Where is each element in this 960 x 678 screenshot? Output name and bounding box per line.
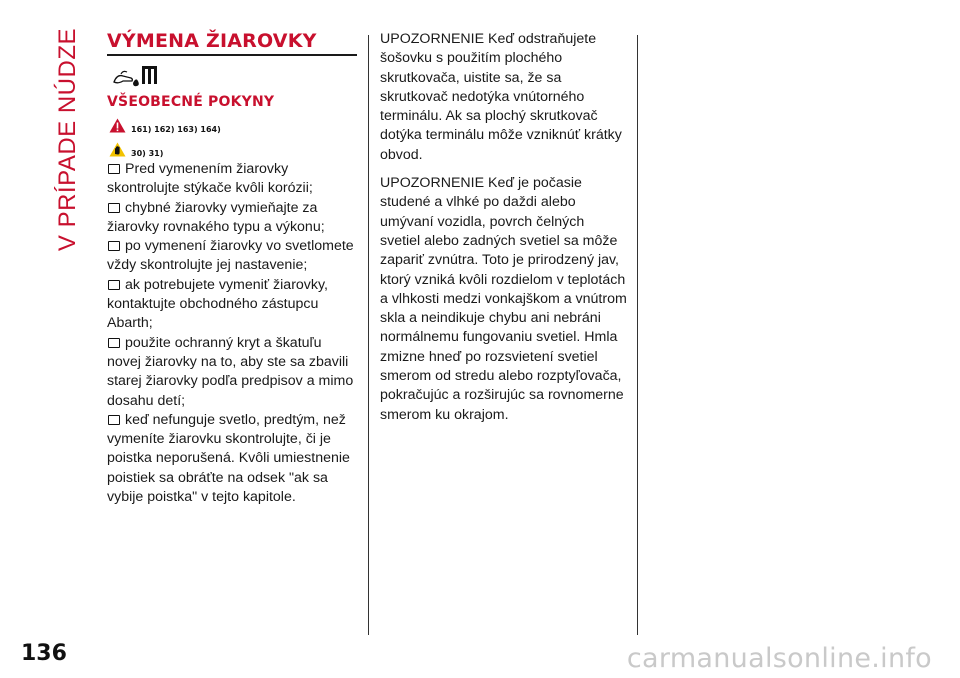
checkbox-bullet-icon bbox=[108, 338, 120, 348]
notice-paragraph: UPOZORNENIE Keď je počasie studené a vlhké po daždi alebo umývaní vozidla, povrch čelných svetiel alebo zadných svetiel sa môže zapariť zvnútra. Toto je prirodzený jav, ktorý vzniká kvôli rozdielom v teplotách a vlhkosti medzi vonkajškom a vnútrom skla a neindikuje chybu ani nebráni normálnemu fungovaniu svetiel. Hmla zmizne hneď po rozsvietení svetiel smerom od stredu alebo rozptyľovača, pokračujúc a rozširujúc sa rovnomerne smerom ku okrajom. bbox=[380, 175, 627, 423]
page-number: 136 bbox=[21, 641, 67, 666]
bullet-list bbox=[107, 160, 357, 507]
list-item: keď nefunguje svetlo, predtým, než vymeníte žiarovku skontrolujte, či je poistka neporušená. Kvôli umiestnenie poistiek sa obráťte na odsek "ak sa vybije poistka" v tejto kapitole. bbox=[107, 411, 350, 506]
section-heading: VÝMENA ŽIAROVKY bbox=[107, 30, 357, 56]
right-column bbox=[380, 30, 628, 434]
column-divider-right bbox=[637, 35, 638, 635]
column-divider-left bbox=[368, 35, 369, 635]
caution-hand-icon bbox=[109, 142, 126, 157]
warning-triangle-icon bbox=[109, 118, 126, 133]
checkbox-bullet-icon bbox=[108, 164, 120, 174]
checkbox-bullet-icon bbox=[108, 203, 120, 213]
notice-paragraph: UPOZORNENIE Keď odstraňujete šošovku s použitím plochého skrutkovača, uistite sa, že sa skrutkovač nedotýka vnútorného terminálu. Ak sa plochý skrutkovač dotýka terminálu môže vzniknúť krátky obvod. bbox=[380, 31, 622, 163]
list-item: ak potrebujete vymeniť žiarovky, kontaktujte obchodného zástupcu Abarth; bbox=[107, 276, 328, 332]
checkbox-bullet-icon bbox=[108, 241, 120, 251]
list-item: po vymenení žiarovky vo svetlomete vždy skontrolujte jej nastavenie; bbox=[107, 238, 354, 274]
list-item: Pred vymenením žiarovky skontrolujte stýkače kvôli korózii; bbox=[107, 161, 313, 197]
list-item: chybné žiarovky vymieňajte za žiarovky rovnakého typu a výkonu; bbox=[107, 199, 325, 235]
warning-reference-row bbox=[107, 116, 357, 134]
chapter-title-text: V PRÍPADE NÚDZE bbox=[54, 28, 81, 252]
caution-reference-row bbox=[107, 140, 357, 158]
list-item: použite ochranný kryt a škatuľu novej žiarovky na to, aby ste sa zbavili starej žiarovky podľa predpisov a mimo dosahu detí; bbox=[107, 334, 354, 409]
chapter-side-title bbox=[52, 22, 82, 262]
checkbox-bullet-icon bbox=[108, 280, 120, 290]
bulb-replacement-icon bbox=[111, 62, 159, 88]
caution-references: 30) 31) bbox=[131, 148, 164, 158]
left-column bbox=[107, 30, 357, 507]
checkbox-bullet-icon bbox=[108, 415, 120, 425]
section-subheading: VŠEOBECNÉ POKYNY bbox=[107, 94, 275, 110]
warning-references: 161) 162) 163) 164) bbox=[131, 124, 221, 134]
watermark: carmanualsonline.info bbox=[626, 643, 932, 674]
